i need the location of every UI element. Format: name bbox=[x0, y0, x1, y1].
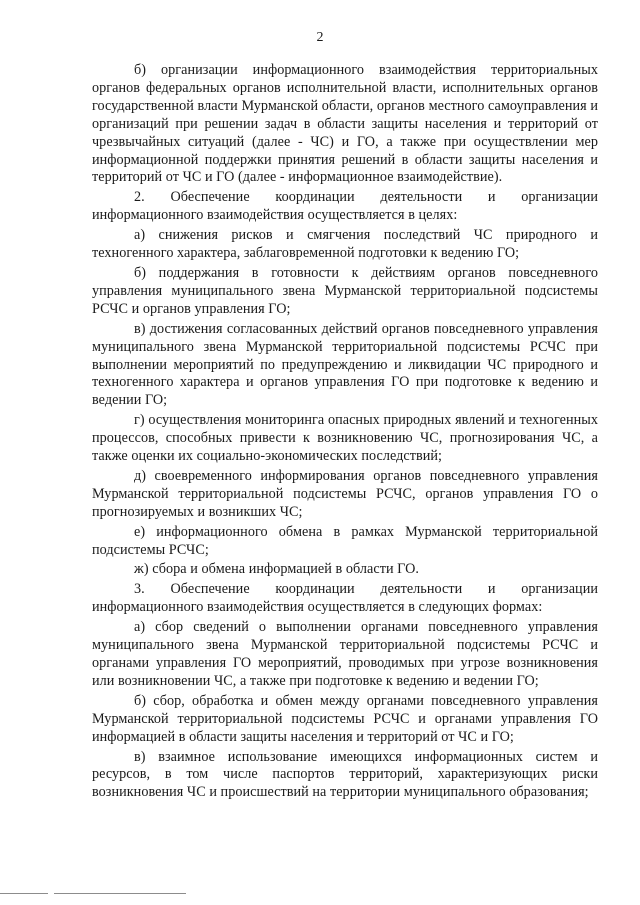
paragraph-2b: б) поддержания в готовности к действиям органов повседневного управления муниципального звена Мурманской территориальной подсистемы РСЧС и органов управления ГО; bbox=[92, 264, 598, 317]
paragraph-3a: а) сбор сведений о выполнении органами повседневного управления муниципального звена Мурманской территориальной подсистемы РСЧС и органами управления ГО мероприятий, проводимых при угрозе возникновения или возникновении ЧС, а также при подготовке к ведению и ведении ГО; bbox=[92, 619, 598, 689]
footer-rule bbox=[0, 893, 640, 895]
footer-rule-segment bbox=[54, 893, 186, 894]
paragraph-2a: а) снижения рисков и смягчения последствий ЧС природного и техногенного характера, заблаговременной подготовки к ведению ГО; bbox=[92, 227, 598, 262]
paragraph-2d: д) своевременного информирования органов повседневного управления Мурманской территориальной подсистемы РСЧС, органов управления ГО о прогнозируемых и возникших ЧС; bbox=[92, 467, 598, 520]
footer-rule-segment bbox=[0, 893, 48, 894]
paragraph-2zh: ж) сбора и обмена информацией в области ГО. bbox=[134, 561, 419, 578]
paragraph-2-goals: 2. Обеспечение координации деятельности и организации информационного взаимодействия осуществляется в целях: bbox=[92, 189, 598, 224]
paragraph-3b: б) сбор, обработка и обмен между органами повседневного управления Мурманской территориальной подсистемы РСЧС и органами управления ГО информацией в области защиты населения и территорий от ЧС и ГО; bbox=[92, 692, 598, 745]
paragraph-1b-organization: б) организации информационного взаимодействия территориальных органов федеральных органов исполнительной власти, исполнительных органов государственной власти Мурманской области, органов местного самоуправления и организаций при решении задач в области защиты населения и территорий от чрезвычайных ситуаций (далее - ЧС) и ГО, а также при осуществлении мер информационной поддержки принятия решений в области защиты населения и территорий от ЧС и ГО (далее - информационное взаимодействие). bbox=[92, 62, 598, 186]
document-body bbox=[92, 62, 598, 804]
paragraph-2g: г) осуществления мониторинга опасных природных явлений и техногенных процессов, способных привести к возникновению ЧС, прогнозирования ЧС, а также оценки их социально-экономических последствий; bbox=[92, 412, 598, 465]
paragraph-2v: в) достижения согласованных действий органов повседневного управления муниципального звена Мурманской территориальной подсистемы РСЧС при выполнении мероприятий по предупреждению и ликвидации ЧС природного и техногенного характера и органов управления ГО при подготовке к ведению и ведении ГО; bbox=[92, 320, 598, 409]
paragraph-2e: е) информационного обмена в рамках Мурманской территориальной подсистемы РСЧС; bbox=[92, 523, 598, 558]
paragraph-3v: в) взаимное использование имеющихся информационных систем и ресурсов, в том числе паспортов территорий, характеризующих риски возникновения ЧС и происшествий на территории муниципального образования; bbox=[92, 748, 598, 801]
page-number: 2 bbox=[316, 30, 324, 45]
paragraph-3-forms: 3. Обеспечение координации деятельности и организации информационного взаимодействия осуществляется в следующих формах: bbox=[92, 581, 598, 616]
